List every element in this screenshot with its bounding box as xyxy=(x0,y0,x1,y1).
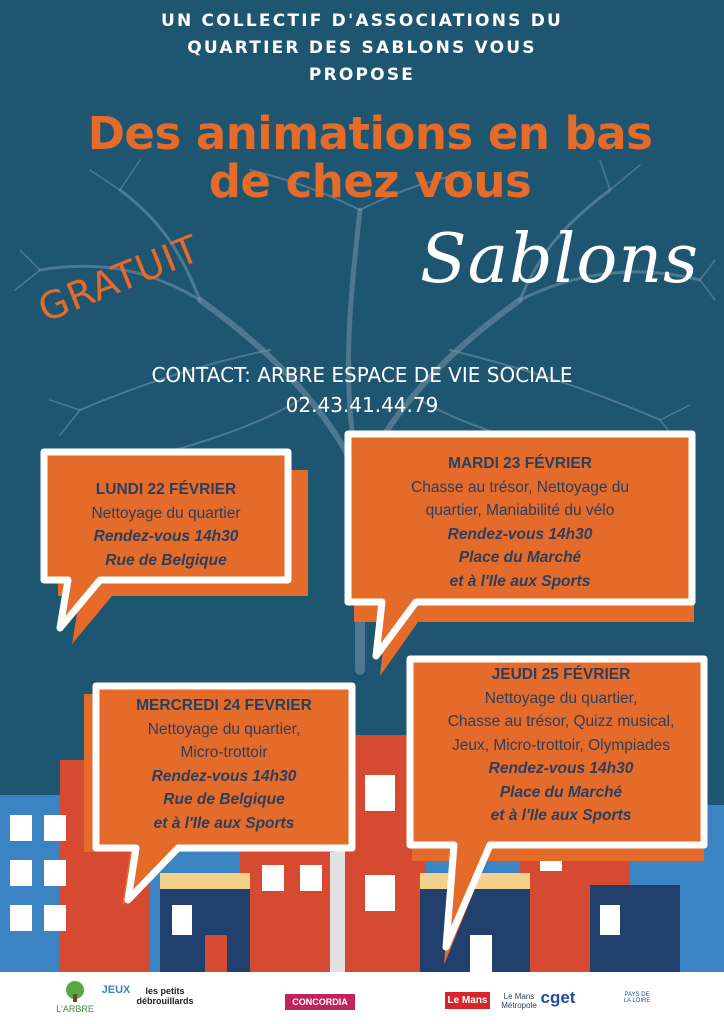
event-rdv: Rendez-vous 14h30 xyxy=(447,525,593,543)
event-place: Rue de Belgique xyxy=(163,791,285,808)
logo-petits-debrouillards: les petits débrouillards xyxy=(136,986,194,1006)
contact xyxy=(0,360,724,420)
event-rdv: Rendez-vous 14h30 xyxy=(151,767,297,785)
event-place: Place du Marché xyxy=(499,783,623,801)
event-bubble-mardi xyxy=(340,430,710,670)
logo-le-mans-metropole: Le Mans Métropole xyxy=(501,992,537,1010)
logo-jeux: JEUX xyxy=(101,984,131,996)
event-activities-line: Nettoyage du quartier, xyxy=(147,720,301,738)
event-title: JEUDI 25 FÉVRIER xyxy=(491,666,631,683)
event-title: MARDI 23 FÉVRIER xyxy=(448,455,592,472)
event-bubble-jeudi xyxy=(400,655,720,960)
event-place: et à l'Ile aux Sports xyxy=(490,807,632,824)
event-rdv: Rendez-vous 14h30 xyxy=(93,528,239,545)
header xyxy=(0,8,724,89)
event-activities-line: Chasse au trésor, Quizz musical, xyxy=(447,713,675,730)
event-activities-line: Jeux, Micro-trottoir, Olympiades xyxy=(452,736,670,754)
headline-line-2: de chez vous xyxy=(208,155,532,208)
event-place: et à l'Ile aux Sports xyxy=(153,814,295,832)
tree-icon xyxy=(55,980,95,1002)
event-bubble-lundi xyxy=(30,440,310,640)
header-line-1: UN COLLECTIF D'ASSOCIATIONS DU xyxy=(160,11,564,31)
event-place: et à l'Ile aux Sports xyxy=(449,572,591,590)
event-title: LUNDI 22 FÉVRIER xyxy=(95,481,237,498)
contact-organisation: CONTACT: ARBRE ESPACE DE VIE SOCIALE xyxy=(151,363,573,387)
event-bubble-mercredi xyxy=(82,680,372,910)
headline-line-1: Des animations en bas xyxy=(87,107,653,160)
headline xyxy=(60,107,680,208)
logo-concordia: CONCORDIA xyxy=(285,994,355,1010)
header-line-3: PROPOSE xyxy=(308,65,416,85)
event-activities: Nettoyage du quartier xyxy=(91,504,241,522)
logo-cget: cget xyxy=(540,988,576,1007)
contact-phone: 02.43.41.44.79 xyxy=(285,393,439,417)
sablons-title: Sablons xyxy=(420,220,700,299)
logo-pays-de-la-loire: PAYS DE LA LOIRE xyxy=(623,992,651,1004)
event-title: MERCREDI 24 FEVRIER xyxy=(136,697,312,714)
gratuit-label: GRATUIT xyxy=(32,226,206,331)
header-line-2: QUARTIER DES SABLONS VOUS xyxy=(187,38,537,58)
event-activities-line: Micro-trottoir xyxy=(180,744,268,761)
logo-arbre: L'ARBRE xyxy=(55,980,95,1014)
event-rdv: Rendez-vous 14h30 xyxy=(488,760,634,777)
logo-le-mans: Le Mans xyxy=(445,992,490,1009)
event-activities-line: Chasse au trésor, Nettoyage du xyxy=(411,478,629,496)
partner-logos xyxy=(0,972,724,1024)
event-place: Rue de Belgique xyxy=(105,551,227,569)
event-activities-line: quartier, Maniabilité du vélo xyxy=(425,502,615,519)
event-place: Place du Marché xyxy=(458,549,582,566)
event-activities-line: Nettoyage du quartier, xyxy=(484,689,638,707)
